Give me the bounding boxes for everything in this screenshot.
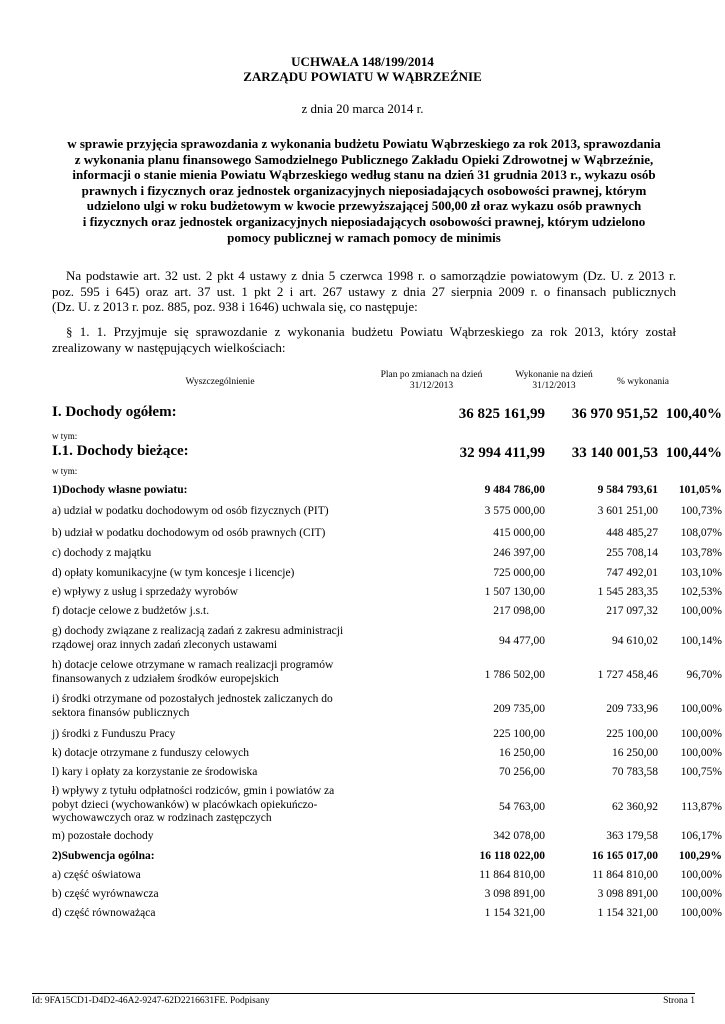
- w-tym-label: w tym:: [52, 431, 78, 441]
- legal-basis: [52, 268, 676, 315]
- header-plan: Plan po zmianach na dzień 31/12/2013: [380, 370, 483, 391]
- row-execution: 9 584 793,61: [597, 484, 658, 496]
- row-plan: 415 000,00: [493, 527, 545, 539]
- row-percent: 100,75%: [680, 766, 722, 778]
- row-percent: 100,14%: [680, 635, 722, 647]
- page-number: Strona 1: [663, 996, 695, 1006]
- row-description: d) część równoważąca: [52, 907, 156, 919]
- resolution-title: UCHWAŁA 148/199/2014: [291, 54, 434, 69]
- row-execution: 16 165 017,00: [591, 850, 658, 862]
- section-line: zrealizowany w następujących wielkościach:: [52, 339, 286, 355]
- resolution-date: z dnia 20 marca 2014 r.: [301, 101, 424, 116]
- row-execution: 1 154 321,00: [597, 907, 658, 919]
- row-plan: 3 098 891,00: [484, 888, 545, 900]
- row-plan: 1 786 502,00: [484, 669, 545, 681]
- w-tym-label: w tym:: [52, 466, 78, 476]
- row-plan: 1 507 130,00: [484, 586, 545, 598]
- row-plan: 54 763,00: [499, 801, 545, 813]
- row-percent: 100,00%: [680, 869, 722, 881]
- subject-line: informacji o stanie mienia Powiatu Wąbrzeskiego według stanu na dzień 31 grudnia 2013 r., wykazu osób: [72, 167, 656, 183]
- row-description: f) dotacje celowe z budżetów j.s.t.: [52, 605, 210, 617]
- board-name: ZARZĄDU POWIATU W WĄBRZEŹNIE: [243, 69, 482, 84]
- row-percent: 100,44%: [665, 445, 722, 461]
- row-percent: 100,00%: [680, 888, 722, 900]
- row-description: b) udział w podatku dochodowym od osób prawnych (CIT): [52, 527, 326, 539]
- row-description: l) kary i opłaty za korzystanie ze środowiska: [52, 766, 258, 778]
- row-description: d) opłaty komunikacyjne (w tym koncesje i licencje): [52, 567, 295, 579]
- header-percent: % wykonania: [617, 377, 669, 387]
- row-percent: 100,00%: [680, 728, 722, 740]
- row-execution: 70 783,58: [612, 766, 658, 778]
- row-execution: 747 492,01: [606, 567, 658, 579]
- subject-line: pomocy publicznej w ramach pomocy de minimis: [227, 229, 501, 245]
- row-execution: 209 733,96: [606, 703, 658, 715]
- row-description: 1)Dochody własne powiatu:: [52, 484, 188, 496]
- row-percent: 100,73%: [680, 505, 722, 517]
- row-plan: 1 154 321,00: [484, 907, 545, 919]
- row-description: ł) wpływy z tytułu odpłatności rodziców, gmin i powiatów za pobyt dzieci (wychowanków) w placówkach opiekuńczo-wychowawczych oraz w rodzinach zastępczych: [52, 785, 335, 824]
- row-description: j) środki z Funduszu Pracy: [52, 728, 176, 740]
- row-plan: 3 575 000,00: [484, 505, 545, 517]
- document-id: Id: 9FA15CD1-D4D2-46A2-9247-62D2216631FE. Podpisany: [32, 996, 270, 1006]
- row-plan: 16 250,00: [499, 747, 545, 759]
- row-plan: 225 100,00: [493, 728, 545, 740]
- subject-line: prawnych i fizycznych oraz jednostek organizacyjnych nieposiadających osobowości prawnej, którym: [81, 182, 647, 198]
- header-execution: Wykonanie na dzień 31/12/2013: [515, 370, 593, 391]
- row-plan: 32 994 411,99: [459, 445, 545, 461]
- row-plan: 36 825 161,99: [458, 406, 545, 422]
- row-plan: 209 735,00: [493, 703, 545, 715]
- row-execution: 62 360,92: [612, 801, 658, 813]
- subject-line: udzielono ulgi w roku budżetowym w kwocie przewyższającej 500,00 zł oraz wykazu osób prawnych: [86, 198, 642, 214]
- row-execution: 255 708,14: [606, 547, 658, 559]
- resolution-subject: [52, 136, 676, 245]
- row-plan: 70 256,00: [499, 766, 545, 778]
- row-description: c) dochody z majątku: [52, 547, 152, 559]
- row-percent: 102,53%: [680, 586, 722, 598]
- row-execution: 3 098 891,00: [597, 888, 658, 900]
- row-percent: 100,40%: [665, 406, 722, 422]
- row-execution: 1 545 283,35: [597, 586, 658, 598]
- row-percent: 101,05%: [678, 484, 722, 496]
- row-percent: 108,07%: [680, 527, 722, 539]
- row-percent: 113,87%: [681, 801, 722, 813]
- row-execution: 3 601 251,00: [597, 505, 658, 517]
- basis-line: poz. 595 i 645) oraz art. 37 ust. 1 pkt 2 i art. 267 ustawy z dnia 27 sierpnia 2009 r. o finansach publicznych: [52, 283, 676, 299]
- row-percent: 100,29%: [678, 850, 722, 862]
- row-description: k) dotacje otrzymane z funduszy celowych: [52, 747, 250, 759]
- row-execution: 217 097,32: [606, 605, 658, 617]
- row-description: 2)Subwencja ogólna:: [52, 850, 155, 862]
- row-plan: 725 000,00: [493, 567, 545, 579]
- row-plan: 11 864 810,00: [479, 869, 545, 881]
- subject-line: w sprawie przyjęcia sprawozdania z wykonania budżetu Powiatu Wąbrzeskiego za rok 2013, sprawozdania: [67, 136, 661, 151]
- row-description: a) część oświatowa: [52, 869, 141, 881]
- row-description: m) pozostałe dochody: [52, 830, 154, 842]
- row-description: e) wpływy z usług i sprzedaży wyrobów: [52, 586, 238, 598]
- row-percent: 96,70%: [686, 669, 722, 681]
- row-description: I.1. Dochody bieżące:: [52, 443, 189, 459]
- row-execution: 11 864 810,00: [592, 869, 658, 881]
- row-description: I. Dochody ogółem:: [52, 404, 177, 420]
- basis-line: (Dz. U. z 2013 r. poz. 885, poz. 938 i 1646) uchwala się, co następuje:: [52, 299, 418, 315]
- footer-divider: [32, 993, 695, 994]
- section-line: § 1. 1. Przyjmuje się sprawozdanie z wykonania budżetu Powiatu Wąbrzeskiego za rok 2013, który został: [66, 324, 676, 339]
- subject-line: i fizycznych oraz jednostek organizacyjnych nieposiadających osobowości prawnej, którym udzielono: [82, 213, 646, 229]
- row-execution: 33 140 001,53: [571, 445, 658, 461]
- row-execution: 16 250,00: [612, 747, 658, 759]
- row-plan: 342 078,00: [493, 830, 545, 842]
- row-description: b) część wyrównawcza: [52, 888, 159, 900]
- row-execution: 36 970 951,52: [571, 406, 658, 422]
- row-plan: 246 397,00: [493, 547, 545, 559]
- row-percent: 100,00%: [680, 747, 722, 759]
- row-percent: 100,00%: [680, 703, 722, 715]
- row-plan: 94 477,00: [499, 635, 545, 647]
- row-percent: 100,00%: [680, 605, 722, 617]
- row-percent: 106,17%: [680, 830, 722, 842]
- row-plan: 9 484 786,00: [484, 484, 545, 496]
- row-execution: 1 727 458,46: [597, 669, 658, 681]
- row-description: h) dotacje celowe otrzymane w ramach realizacji programów finansowanych z udziałem środków europejskich: [52, 659, 334, 685]
- row-percent: 103,78%: [680, 547, 722, 559]
- row-percent: 100,00%: [680, 907, 722, 919]
- row-plan: 217 098,00: [493, 605, 545, 617]
- row-execution: 225 100,00: [606, 728, 658, 740]
- row-execution: 94 610,02: [612, 635, 658, 647]
- basis-line: Na podstawie art. 32 ust. 2 pkt 4 ustawy z dnia 5 czerwca 1998 r. o samorządzie powiatowym (Dz. U. z 2013 r.: [66, 268, 676, 283]
- row-plan: 16 118 022,00: [479, 850, 545, 862]
- row-execution: 363 179,58: [606, 830, 658, 842]
- row-execution: 448 485,27: [606, 527, 658, 539]
- row-description: a) udział w podatku dochodowym od osób fizycznych (PIT): [52, 505, 329, 517]
- row-percent: 103,10%: [680, 567, 722, 579]
- row-description: g) dochody związane z realizacją zadań z zakresu administracji rządowej oraz innych zadań zleconych ustawami: [52, 625, 344, 651]
- section-1: [52, 324, 676, 355]
- row-description: i) środki otrzymane od pozostałych jednostek zaliczanych do sektora finansów publicznych: [52, 693, 333, 719]
- header-description: Wyszczególnienie: [185, 377, 255, 387]
- subject-line: z wykonania planu finansowego Samodzielnego Publicznego Zakładu Opieki Zdrowotnej w Wąbrzeźnie,: [74, 151, 654, 167]
